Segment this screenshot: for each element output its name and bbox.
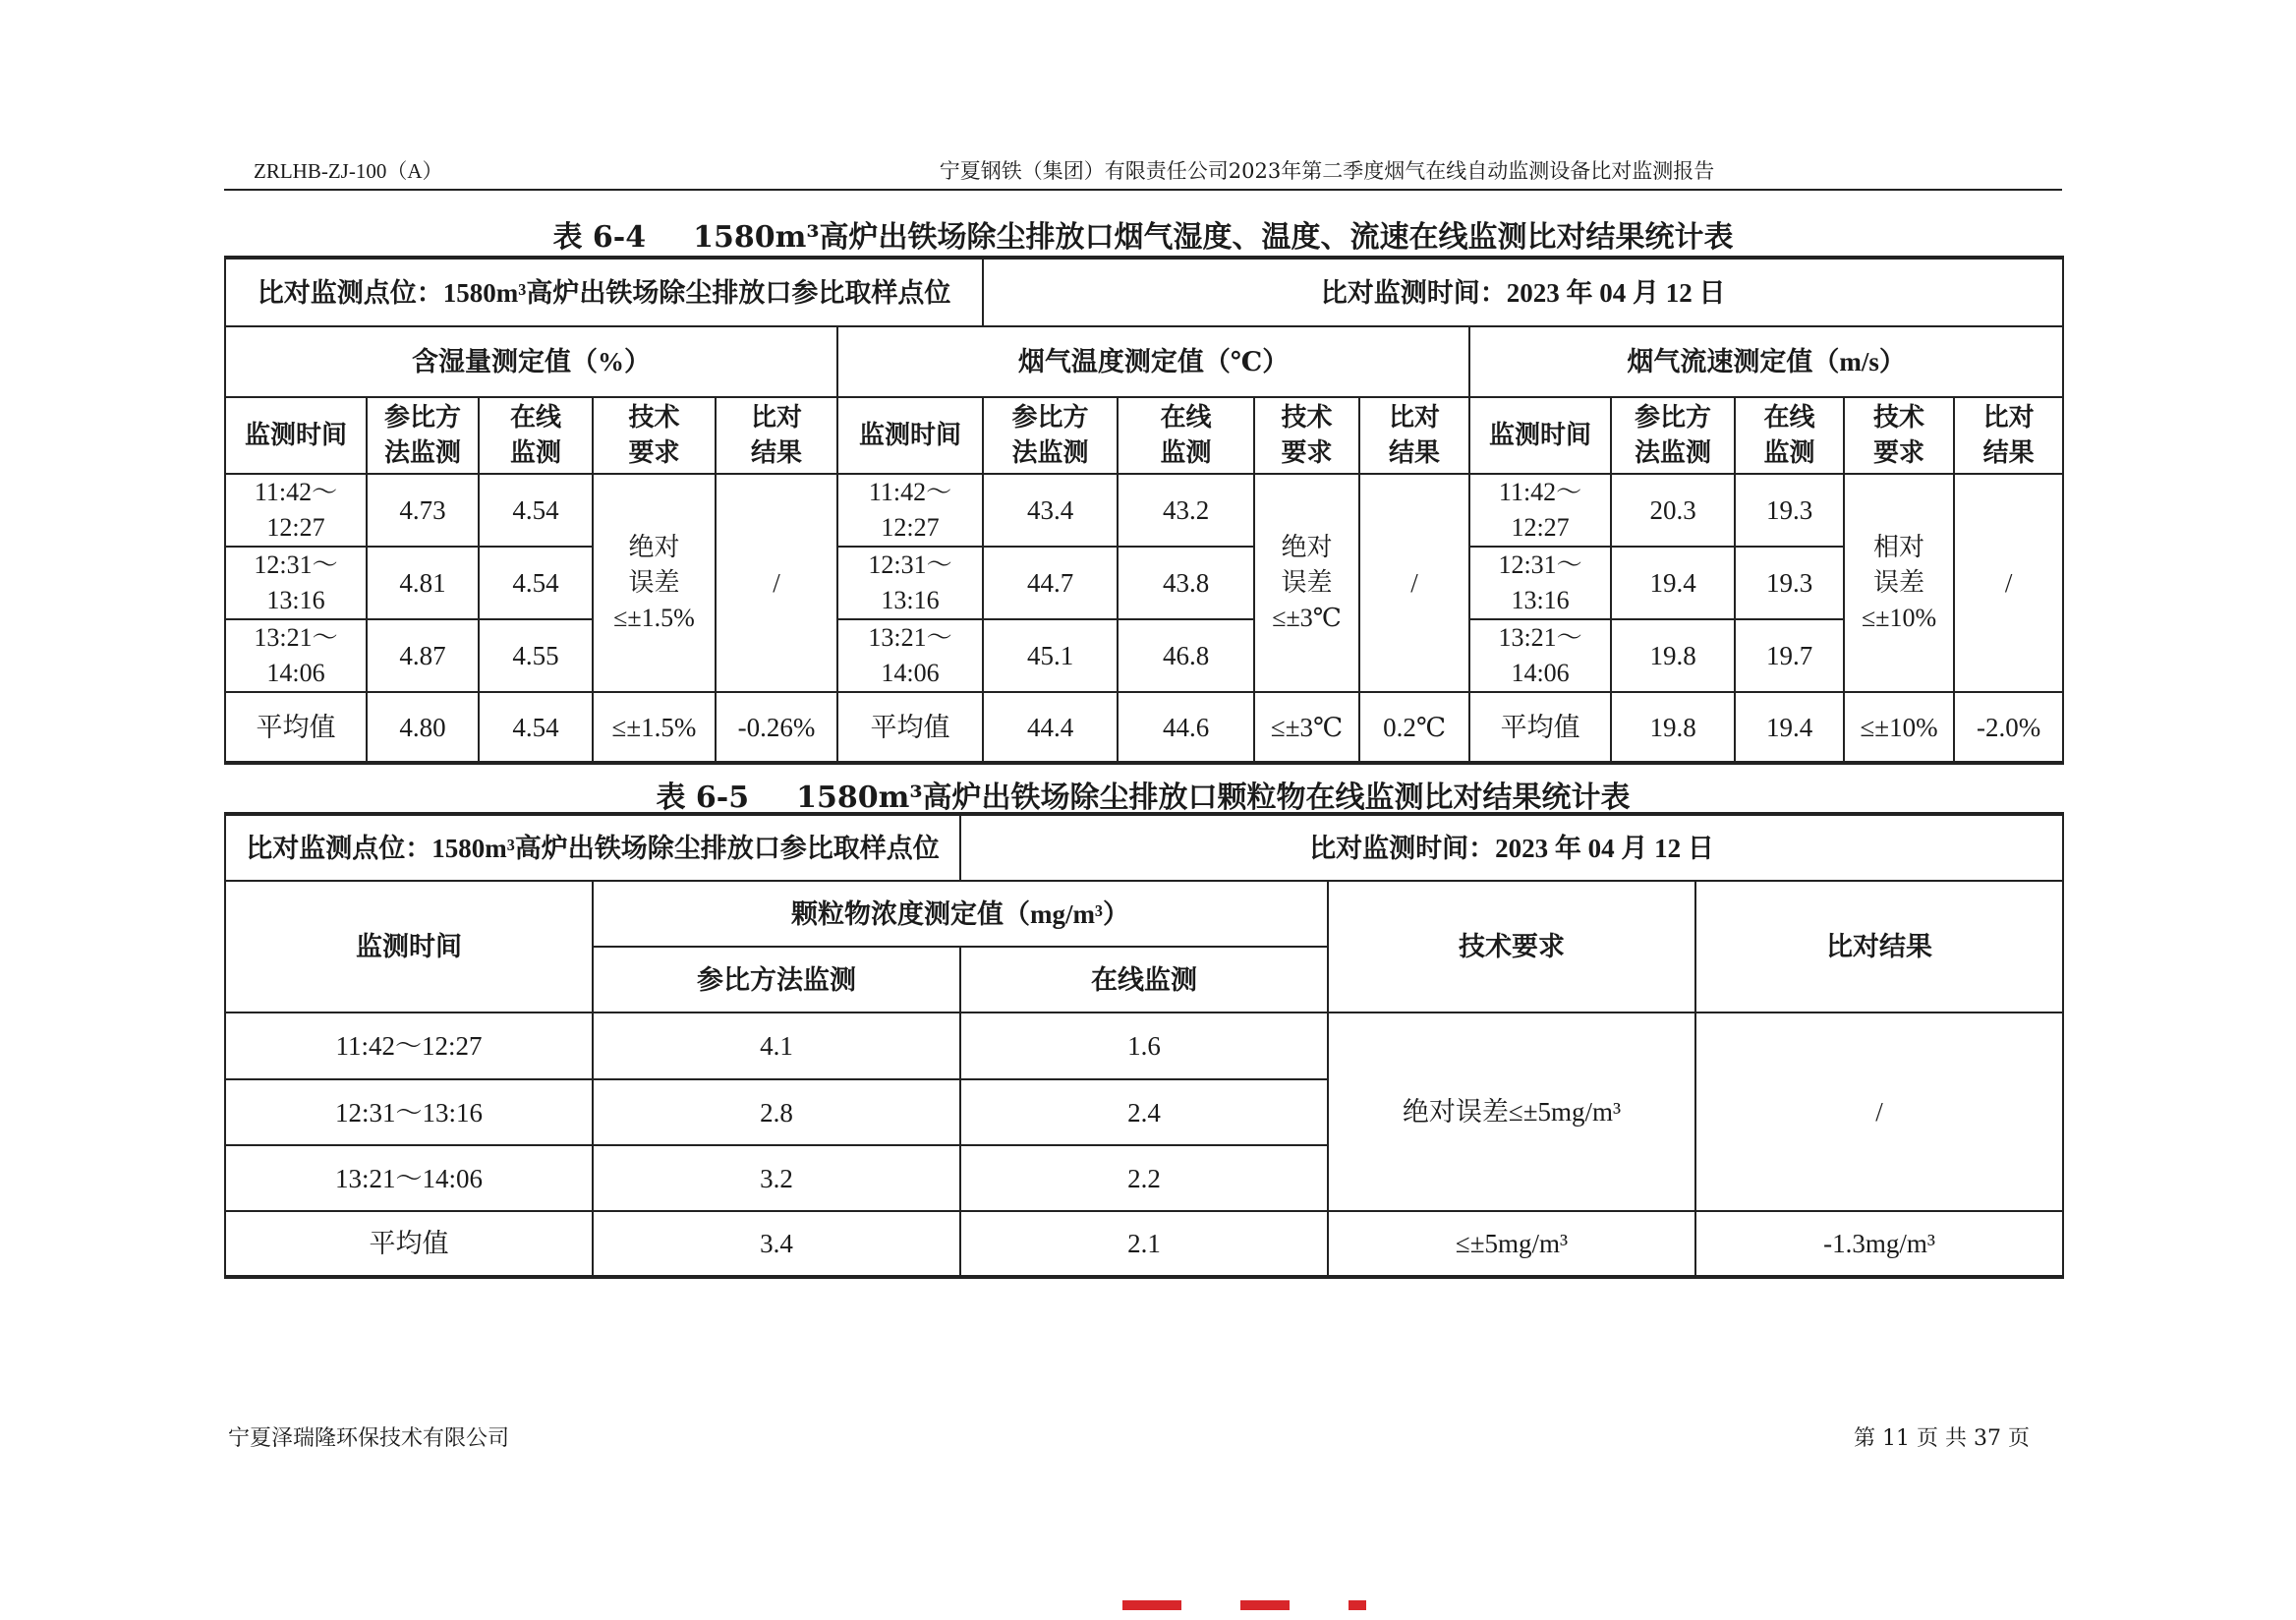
t64-humidity-avg-online: 4.54	[479, 692, 593, 763]
t64-velocity-avg-online: 19.4	[1735, 692, 1844, 763]
t64-column-header-row	[225, 397, 2063, 474]
t64-temperature-time-line: 11:42～	[868, 478, 952, 506]
t64-temperature-online: 43.8	[1118, 547, 1254, 619]
t65-header-requirement: 技术要求	[1328, 881, 1695, 1012]
t64-humidity-time-line: 14:06	[266, 659, 325, 687]
t64-velocity-header-result	[1954, 397, 2063, 474]
t64-humidity-header-online-line: 在线	[509, 403, 561, 432]
t64-humidity-requirement-line: ≤±1.5%	[613, 604, 695, 632]
t64-humidity-header-time-line: 监测时间	[244, 421, 347, 449]
stamp-fragment	[1122, 1600, 1181, 1610]
t64-humidity-online: 4.55	[479, 619, 593, 692]
t65-header-ref: 参比方法监测	[593, 947, 960, 1012]
t64-humidity-header-requirement-line: 技术	[628, 403, 680, 432]
t64-humidity-time-line: 13:16	[266, 586, 325, 614]
t64-date: 比对监测时间：2023 年 04 月 12 日	[983, 258, 2063, 326]
t64-temperature-time-line: 14:06	[881, 659, 940, 687]
t64-temperature-ref: 44.7	[983, 547, 1118, 619]
t65-online: 2.2	[960, 1145, 1328, 1211]
t64-velocity-header-online-line: 监测	[1763, 438, 1815, 467]
t65-online: 2.4	[960, 1079, 1328, 1145]
t64-humidity-ref: 4.81	[367, 547, 479, 619]
t64-group-humidity: 含湿量测定值（%）	[225, 326, 837, 397]
t64-group-temperature: 烟气温度测定值（℃）	[837, 326, 1469, 397]
t64-velocity-header-result-line: 结果	[1982, 438, 2035, 467]
t64-velocity-requirement-line: ≤±10%	[1861, 604, 1937, 632]
footer-page-number: 第 11 页 共 37 页	[1854, 1426, 2030, 1451]
t64-velocity-time-line: 11:42～	[1498, 478, 1582, 506]
t64-velocity-ref: 19.8	[1611, 619, 1735, 692]
t64-velocity-time-line: 13:21～	[1498, 623, 1582, 652]
t64-velocity-requirement-line: 相对	[1873, 533, 1925, 561]
t64-humidity-requirement	[593, 474, 716, 692]
t64-humidity-header-ref	[367, 397, 479, 474]
t64-humidity-header-result-line: 比对	[750, 403, 802, 432]
t64-humidity-avg-result: -0.26%	[716, 692, 837, 763]
t65-header-group: 颗粒物浓度测定值（mg/m³）	[593, 881, 1328, 947]
t64-humidity-header-online	[479, 397, 593, 474]
t64-velocity-avg-label: 平均值	[1469, 692, 1611, 763]
t64-temperature-ref: 43.4	[983, 474, 1118, 547]
t64-temperature-time-line: 13:21～	[868, 623, 952, 652]
t64-temperature-time-line: 12:31～	[868, 550, 952, 579]
t64-velocity-header-ref-line: 法监测	[1635, 438, 1712, 467]
t64-velocity-avg-requirement: ≤±10%	[1844, 692, 1954, 763]
t64-temperature-online: 46.8	[1118, 619, 1254, 692]
t64-temperature-time	[837, 474, 983, 547]
t64-temperature-requirement-line: ≤±3℃	[1272, 604, 1342, 632]
t64-velocity-ref: 20.3	[1611, 474, 1735, 547]
t64-velocity-header-time	[1469, 397, 1611, 474]
t64-humidity-requirement-line: 绝对	[628, 533, 680, 561]
t64-velocity-header-result-line: 比对	[1982, 403, 2035, 432]
t64-velocity-online: 19.3	[1735, 547, 1844, 619]
t64-humidity-header-requirement-line: 要求	[628, 438, 680, 467]
t64-temperature-time	[837, 619, 983, 692]
t65-time: 12:31～13:16	[225, 1079, 593, 1145]
t65-requirement: 绝对误差≤±5mg/m³	[1328, 1012, 1695, 1211]
t64-humidity-avg-requirement: ≤±1.5%	[593, 692, 716, 763]
t64-humidity-time-line: 13:21～	[254, 623, 338, 652]
t64-velocity-requirement	[1844, 474, 1954, 692]
t65-time: 11:42～12:27	[225, 1012, 593, 1079]
t64-velocity-header-online-line: 在线	[1763, 403, 1815, 432]
t64-velocity-header-requirement-line: 要求	[1873, 438, 1925, 467]
t64-temperature-online: 43.2	[1118, 474, 1254, 547]
t64-temperature-time-line: 13:16	[881, 586, 940, 614]
t64-temperature-header-ref-line: 法监测	[1011, 438, 1089, 467]
t64-temperature-requirement-line: 误差	[1281, 568, 1333, 597]
table-6-5-number: 表 6-5	[656, 781, 750, 815]
t64-temperature-ref: 45.1	[983, 619, 1118, 692]
t64-humidity-online: 4.54	[479, 474, 593, 547]
t64-humidity-header-result-line: 结果	[750, 438, 802, 467]
t64-temperature-header-result	[1359, 397, 1469, 474]
t64-velocity-online: 19.7	[1735, 619, 1844, 692]
t64-temperature-header-result-line: 比对	[1389, 403, 1441, 432]
t64-humidity-time	[225, 619, 367, 692]
t65-ref: 4.1	[593, 1012, 960, 1079]
t65-header-result: 比对结果	[1695, 881, 2063, 1012]
t64-humidity-header-ref-line: 参比方	[383, 403, 461, 432]
t64-temperature-header-requirement-line: 技术	[1281, 403, 1333, 432]
t64-temperature-header-requirement-line: 要求	[1281, 438, 1333, 467]
t65-online: 1.6	[960, 1012, 1328, 1079]
t64-humidity-time-line: 12:27	[266, 513, 325, 542]
t64-temperature-header-ref	[983, 397, 1118, 474]
doc-code: ZRLHB-ZJ-100（A）	[254, 159, 443, 183]
t64-temperature-header-time-line: 监测时间	[859, 421, 962, 449]
t64-temperature-header-online	[1118, 397, 1254, 474]
table-6-5	[224, 812, 2064, 1279]
t64-velocity-time-line: 14:06	[1511, 659, 1570, 687]
t64-temperature-time	[837, 547, 983, 619]
t64-velocity-time	[1469, 547, 1611, 619]
t64-velocity-result: /	[1954, 474, 2063, 692]
t64-temperature-header-online-line: 在线	[1160, 403, 1212, 432]
t64-temperature-requirement-line: 绝对	[1281, 533, 1333, 561]
t65-ref: 2.8	[593, 1079, 960, 1145]
table-6-4	[224, 256, 2064, 765]
t64-humidity-requirement-line: 误差	[628, 568, 680, 597]
t64-temperature-result: /	[1359, 474, 1469, 692]
t64-velocity-header-ref	[1611, 397, 1735, 474]
t64-temperature-avg-ref: 44.4	[983, 692, 1118, 763]
t65-time: 13:21～14:06	[225, 1145, 593, 1211]
t64-velocity-avg-result: -2.0%	[1954, 692, 2063, 763]
t64-temperature-header-ref-line: 参比方	[1011, 403, 1089, 432]
t64-velocity-requirement-line: 误差	[1873, 568, 1925, 597]
t65-avg-requirement: ≤±5mg/m³	[1328, 1211, 1695, 1277]
t64-temperature-header-online-line: 监测	[1160, 438, 1212, 467]
t65-date: 比对监测时间：2023 年 04 月 12 日	[960, 814, 2063, 881]
t64-temperature-avg-result: 0.2℃	[1359, 692, 1469, 763]
t64-humidity-header-result	[716, 397, 837, 474]
t64-temperature-avg-requirement: ≤±3℃	[1254, 692, 1359, 763]
t65-ref: 3.2	[593, 1145, 960, 1211]
t65-header-online: 在线监测	[960, 947, 1328, 1012]
t64-humidity-time-line: 12:31～	[254, 550, 338, 579]
table-6-5-caption	[224, 773, 2062, 816]
t64-temperature-avg-online: 44.6	[1118, 692, 1254, 763]
t65-avg-result: -1.3mg/m³	[1695, 1211, 2063, 1277]
t65-result: /	[1695, 1012, 2063, 1211]
t65-avg-ref: 3.4	[593, 1211, 960, 1277]
table-6-4-caption	[224, 212, 2062, 256]
t64-velocity-avg-ref: 19.8	[1611, 692, 1735, 763]
t64-temperature-header-result-line: 结果	[1389, 438, 1441, 467]
t65-avg-label: 平均值	[225, 1211, 593, 1277]
t64-humidity-result: /	[716, 474, 837, 692]
table-6-4-number: 表 6-4	[552, 220, 647, 255]
t64-velocity-time-line: 13:16	[1511, 586, 1570, 614]
table-row	[225, 619, 2063, 692]
t64-velocity-time-line: 12:27	[1511, 513, 1570, 542]
t64-temperature-time-line: 12:27	[881, 513, 940, 542]
t64-velocity-header-requirement-line: 技术	[1873, 403, 1925, 432]
t64-temperature-requirement	[1254, 474, 1359, 692]
stamp-fragment	[1349, 1600, 1366, 1610]
t64-humidity-avg-ref: 4.80	[367, 692, 479, 763]
t64-velocity-header-online	[1735, 397, 1844, 474]
stamp-fragment	[1240, 1600, 1290, 1610]
table-6-5-title: 1580m³高炉出铁场除尘排放口颗粒物在线监测比对结果统计表	[796, 781, 1631, 815]
t64-velocity-time-line: 12:31～	[1498, 550, 1582, 579]
header-rule	[224, 189, 2062, 191]
t65-location: 比对监测点位：1580m³高炉出铁场除尘排放口参比取样点位	[225, 814, 960, 881]
t64-group-velocity: 烟气流速测定值（m/s）	[1469, 326, 2063, 397]
t64-average-row	[225, 692, 2063, 763]
t64-velocity-time	[1469, 474, 1611, 547]
t64-location: 比对监测点位：1580m³高炉出铁场除尘排放口参比取样点位	[225, 258, 983, 326]
t64-humidity-avg-label: 平均值	[225, 692, 367, 763]
t64-velocity-online: 19.3	[1735, 474, 1844, 547]
t65-header-time: 监测时间	[225, 881, 593, 1012]
t64-velocity-header-time-line: 监测时间	[1489, 421, 1592, 449]
t64-humidity-time	[225, 547, 367, 619]
t64-humidity-header-ref-line: 法监测	[383, 438, 461, 467]
t64-velocity-header-requirement	[1844, 397, 1954, 474]
t65-avg-online: 2.1	[960, 1211, 1328, 1277]
t64-humidity-time	[225, 474, 367, 547]
t64-velocity-header-ref-line: 参比方	[1635, 403, 1712, 432]
report-title: 宁夏钢铁（集团）有限责任公司2023年第二季度烟气在线自动监测设备比对监测报告	[939, 159, 1715, 183]
t64-humidity-ref: 4.87	[367, 619, 479, 692]
t64-humidity-online: 4.54	[479, 547, 593, 619]
table-6-4-title: 1580m³高炉出铁场除尘排放口烟气湿度、温度、流速在线监测比对结果统计表	[693, 220, 1734, 255]
t64-temperature-header-requirement	[1254, 397, 1359, 474]
t64-humidity-ref: 4.73	[367, 474, 479, 547]
t64-humidity-header-requirement	[593, 397, 716, 474]
t64-humidity-header-time	[225, 397, 367, 474]
t64-temperature-header-time	[837, 397, 983, 474]
t64-humidity-time-line: 11:42～	[254, 478, 338, 506]
t64-humidity-header-online-line: 监测	[509, 438, 561, 467]
t64-temperature-avg-label: 平均值	[837, 692, 983, 763]
table-row	[225, 547, 2063, 619]
table-row	[225, 474, 2063, 547]
t64-velocity-time	[1469, 619, 1611, 692]
t64-velocity-ref: 19.4	[1611, 547, 1735, 619]
footer-company: 宁夏泽瑞隆环保技术有限公司	[228, 1426, 510, 1451]
